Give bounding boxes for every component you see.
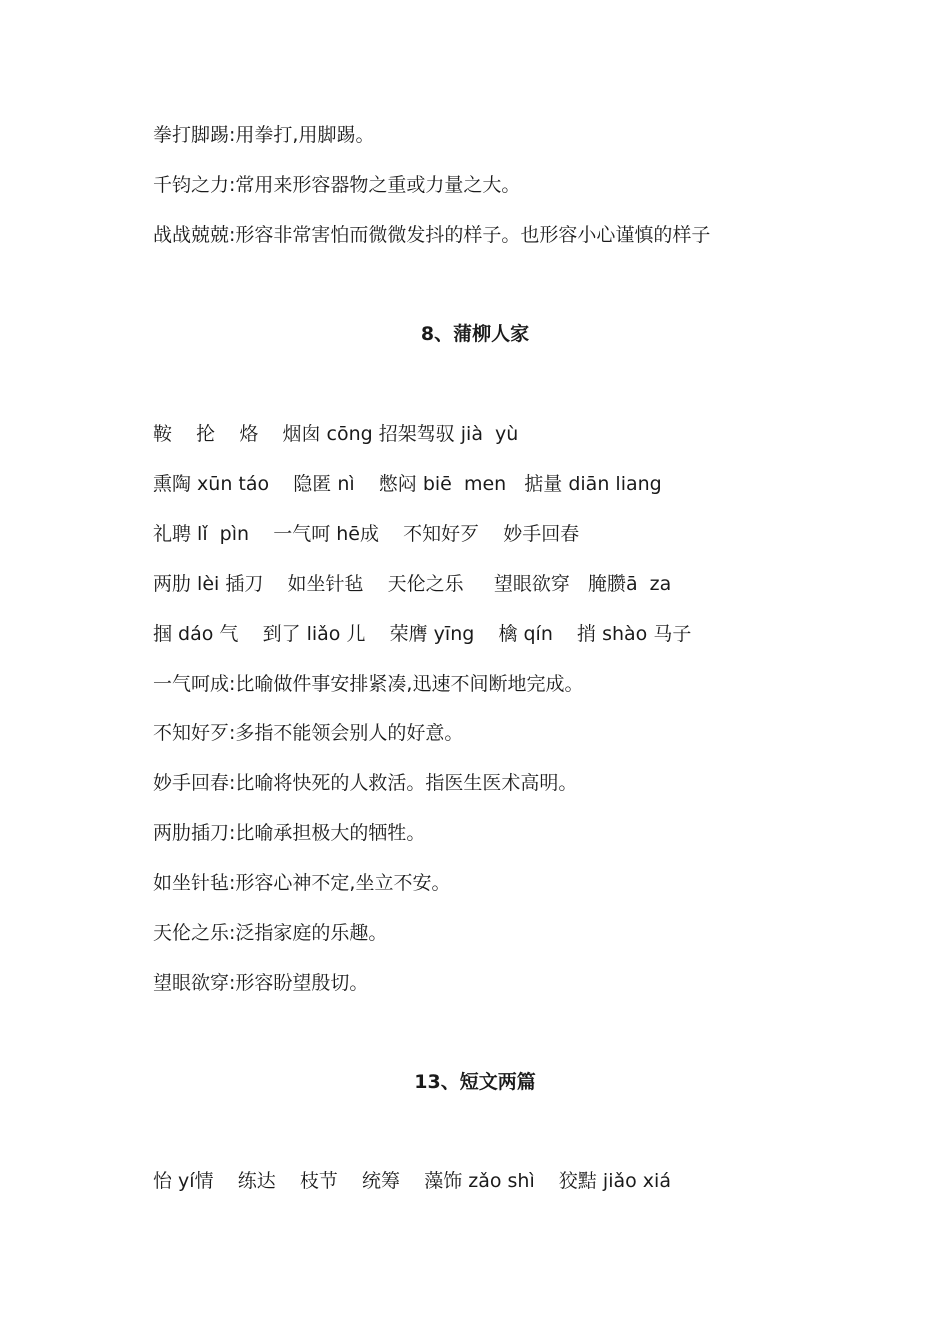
definition-line: 两肋插刀:比喻承担极大的牺牲。 (153, 822, 426, 844)
section-title: 8、蒲柳人家 (420, 323, 530, 345)
vocab-line: 礼聘 lǐ pìn 一气呵 hē成 不知好歹 妙手回春 (153, 523, 580, 545)
definition-line: 战战兢兢:形容非常害怕而微微发抖的样子。也形容小心谨慎的样子 (153, 224, 711, 246)
definition-line: 一气呵成:比喻做件事安排紧凑,迅速不间断地完成。 (153, 673, 584, 695)
section-title: 13、短文两篇 (414, 1071, 536, 1093)
vocab-line: 鞍 抡 烙 烟囱 cōng 招架驾驭 jià yù (153, 423, 519, 445)
definition-line: 千钧之力:常用来形容器物之重或力量之大。 (153, 174, 521, 196)
definition-line: 望眼欲穿:形容盼望殷切。 (153, 972, 369, 994)
definition-line: 妙手回春:比喻将快死的人救活。指医生医术高明。 (153, 772, 578, 794)
vocab-line: 两肋 lèi 插刀 如坐针毡 天伦之乐 望眼欲穿 腌臜ā za (153, 573, 672, 595)
vocab-line: 掴 dáo 气 到了 liǎo 儿 荣膺 yīng 檎 qín 捎 shào 马子 (153, 623, 692, 645)
vocab-line: 怡 yí情 练达 枝节 统筹 藻饰 zǎo shì 狡黠 jiǎo xiá (153, 1170, 671, 1192)
definition-line: 天伦之乐:泛指家庭的乐趣。 (153, 922, 388, 944)
vocab-line: 熏陶 xūn táo 隐匿 nì 憋闷 biē men 掂量 diān liang (153, 473, 662, 495)
definition-line: 如坐针毡:形容心神不定,坐立不安。 (153, 872, 451, 894)
definition-line: 不知好歹:多指不能领会别人的好意。 (153, 722, 464, 744)
definition-line: 拳打脚踢:用拳打,用脚踢。 (153, 124, 375, 146)
